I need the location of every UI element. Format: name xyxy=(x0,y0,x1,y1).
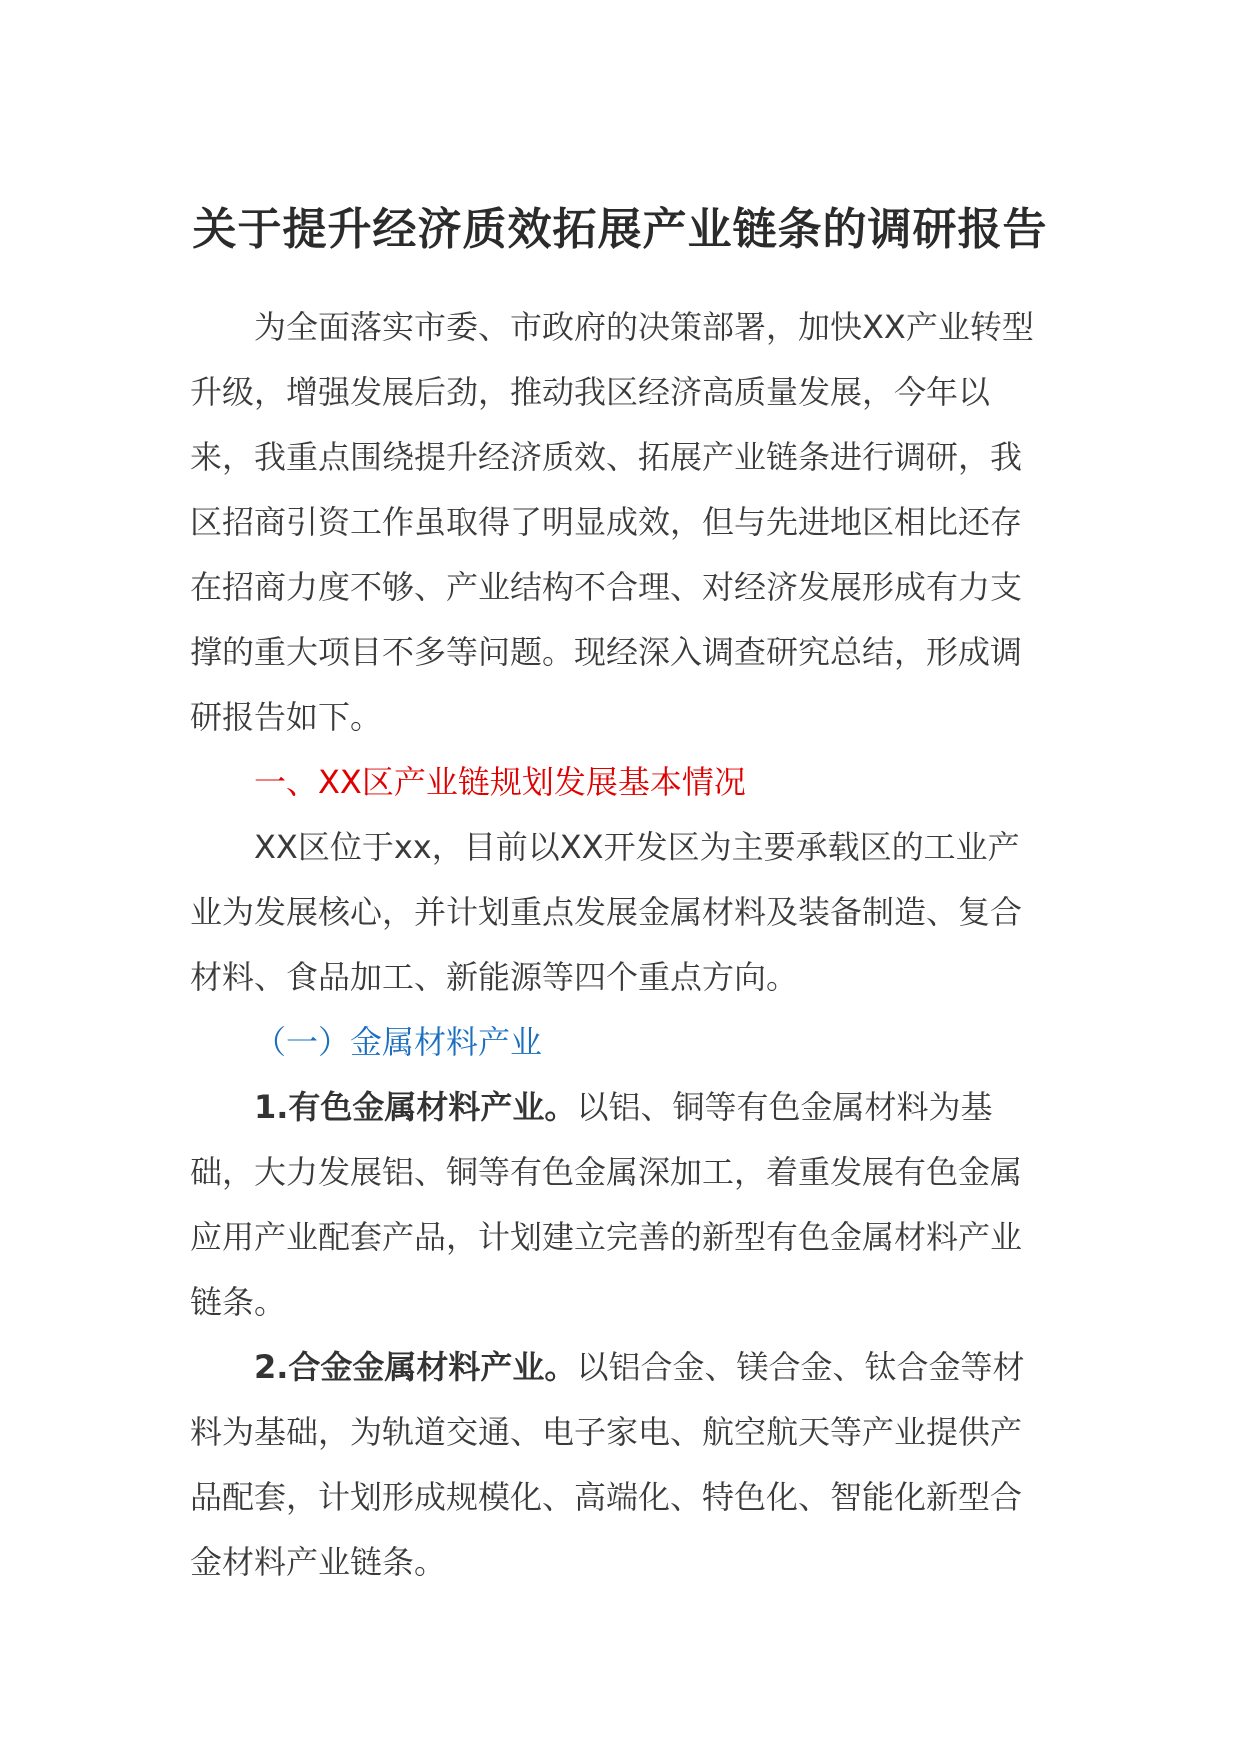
item-1-text: 以铝、铜等有色金属材料为基础，大力发展铝、铜等有色金属深加工，着重发展有色金属应用产业配套产品，计划建立完善的新型有色金属材料产业链条。 xyxy=(190,1088,1023,1321)
section-heading-1: 一、XX区产业链规划发展基本情况 xyxy=(254,763,746,801)
item-1-lead: 1.有色金属材料产业。 xyxy=(254,1088,577,1126)
intro-paragraph: 为全面落实市委、市政府的决策部署，加快XX产业转型升级，增强发展后劲，推动我区经济高质量发展，今年以来，我重点围绕提升经济质效、拓展产业链条进行调研，我区招商引资工作虽取得了明显成效，但与先进地区相比还存在招商力度不够、产业结构不合理、对经济发展形成有力支撑的重大项目不多等问题。现经深入调查研究总结，形成调研报告如下。 xyxy=(190,308,1034,736)
item-2-text: 以铝合金、镁合金、钛合金等材料为基础，为轨道交通、电子家电、航空航天等产业提供产品配套，计划形成规模化、高端化、特色化、智能化新型合金材料产业链条。 xyxy=(190,1348,1025,1581)
document-body xyxy=(190,295,1040,1595)
document-title: 关于提升经济质效拓展产业链条的调研报告 xyxy=(192,204,1048,255)
subsection-heading-1: （一）金属材料产业 xyxy=(254,1023,543,1061)
item-2-lead: 2.合金金属材料产业。 xyxy=(254,1348,577,1386)
item-2-paragraph xyxy=(190,1335,1040,1595)
section-1-paragraph: XX区位于xx，目前以XX开发区为主要承载区的工业产业为发展核心，并计划重点发展金属材料及装备制造、复合材料、食品加工、新能源等四个重点方向。 xyxy=(190,828,1023,996)
item-1-paragraph xyxy=(190,1075,1040,1335)
